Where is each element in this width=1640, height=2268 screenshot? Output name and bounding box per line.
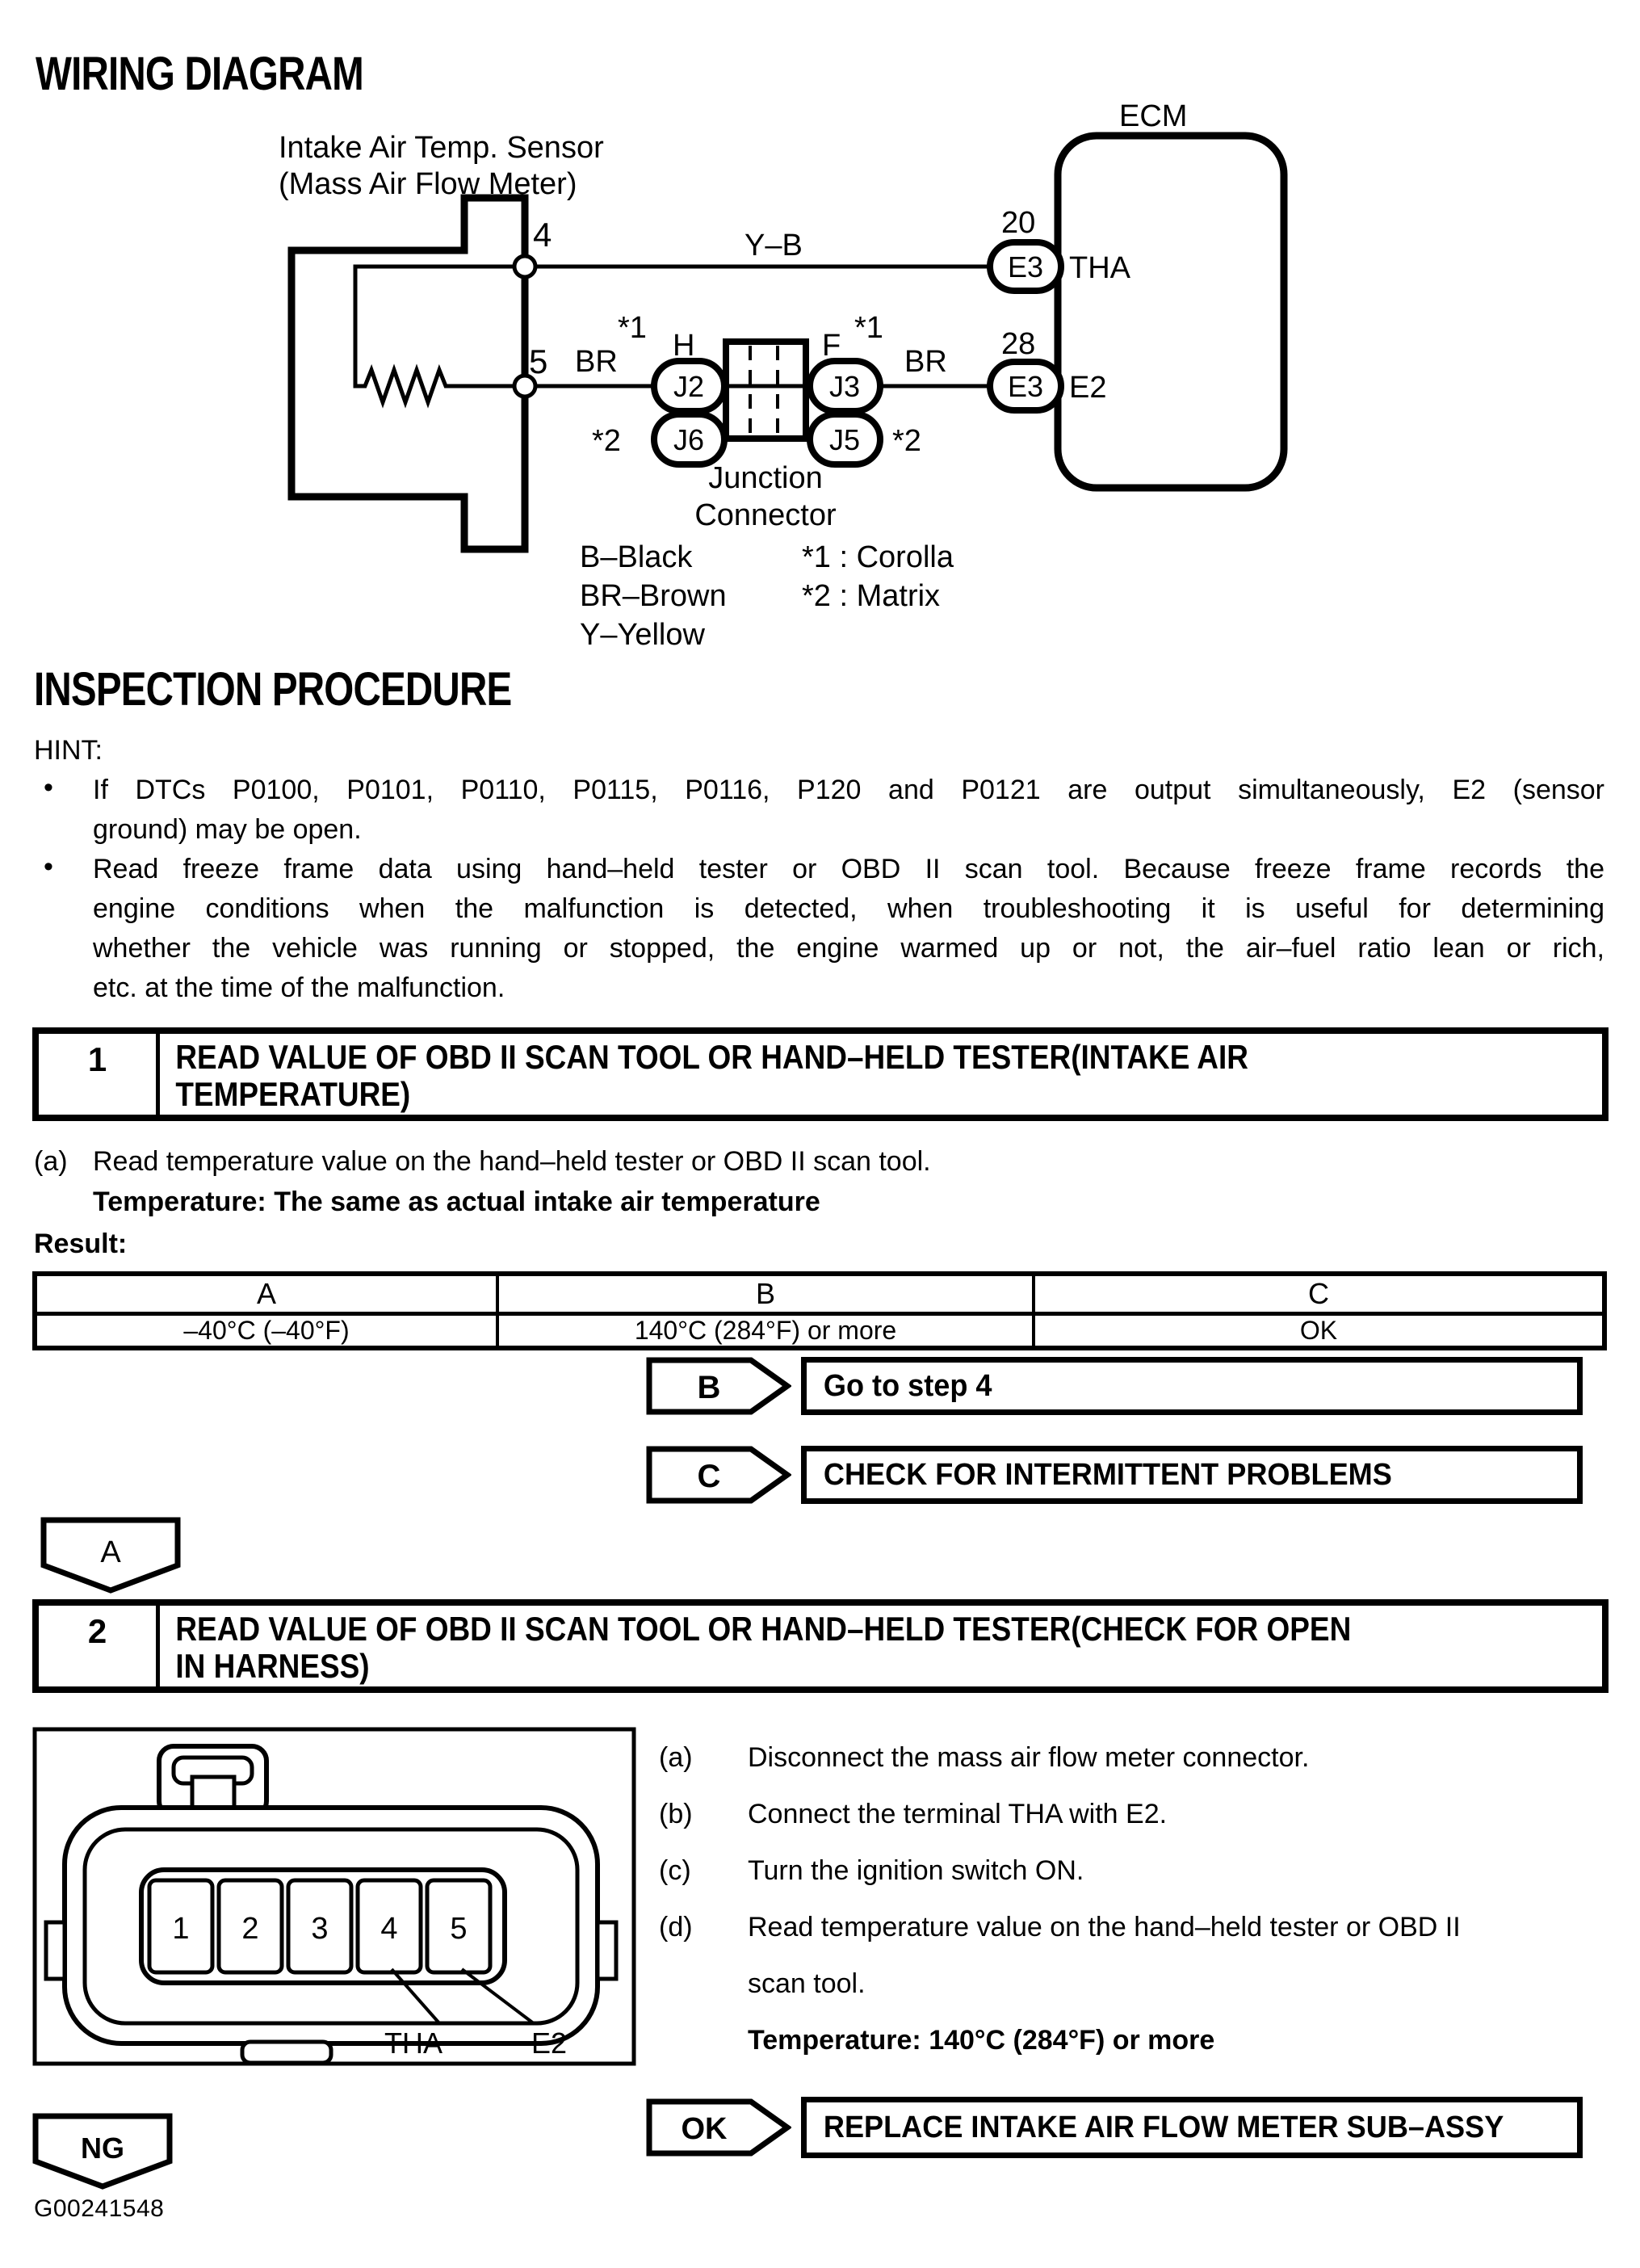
branch-b-tag: B [697,1370,721,1405]
h-mark: H [673,329,695,363]
sensor-label-line1: Intake Air Temp. Sensor [279,131,604,165]
result-table [32,1271,1607,1350]
branch-c-arrow [646,1446,791,1504]
wire-yb-label: Y–B [745,229,803,262]
step1-item-a-text: Read temperature value on the hand–held tester or OBD II scan tool. [93,1146,931,1177]
pin4-label: 4 [533,216,552,254]
branch-b-action: Go to step 4 [823,1368,992,1403]
connector-a-arrow [40,1517,181,1594]
result-label: Result: [34,1228,128,1259]
legend-black: B–Black [580,540,693,574]
junction-word1: Junction [708,461,823,495]
pin-number-5: 5 [450,1912,468,1946]
step2-item-d-cont: scan tool. [748,1968,866,1999]
branch-b-box [801,1357,1583,1415]
wiring-diagram [0,0,1640,662]
sensor-label-line2: (Mass Air Flow Meter) [279,167,577,201]
step2-item-d-label: (d) [659,1912,693,1942]
branch-ok-box [801,2097,1583,2158]
step2-item-d-text: Read temperature value on the hand–held tester or OBD II [748,1912,1461,1942]
step2-item-b-label: (b) [659,1799,693,1829]
figure-code: G00241548 [34,2195,165,2222]
pin-number-1: 1 [172,1912,190,1946]
sensor-outline [292,198,525,549]
star1-left: *1 [618,311,647,345]
sensor-resistor [355,267,525,402]
step2-item-b-text: Connect the terminal THA with E2. [748,1799,1168,1829]
f-mark: F [822,329,841,363]
j2-label: J2 [673,370,705,403]
legend-brown: BR–Brown [580,579,727,613]
terminal-4-node [514,256,535,277]
result-header-a: A [37,1276,499,1312]
e3-bottom-label: E3 [1007,370,1044,403]
hint1-line2: ground) may be open. [93,814,362,845]
step2-title [160,1606,1351,1686]
tha-label: THA [1069,251,1130,285]
junction-word2: Connector [694,498,837,532]
step2-item-c-text: Turn the ignition switch ON. [748,1855,1084,1886]
result-value-a: –40°C (–40°F) [37,1312,499,1346]
wire-br-left-label: BR [575,345,618,379]
step1-box [32,1027,1609,1121]
connector-ng-tag: NG [81,2132,124,2165]
j5-label: J5 [828,423,861,456]
legend-star2: *2 : Matrix [802,579,941,613]
hint-label: HINT: [34,735,103,766]
star2-left: *2 [592,424,621,458]
star1-right: *1 [854,311,883,345]
step2-box [32,1599,1609,1693]
step2-title-line2: IN HARNESS) [175,1647,370,1685]
hint1-line1: If DTCs P0100, P0101, P0110, P0115, P0116, P120 and P0121 are output simultaneously, E2 (sensor [93,775,1604,805]
step2-temperature-note: Temperature: 140°C (284°F) or more [748,2025,1215,2056]
step1-item-a-label: (a) [34,1146,68,1177]
figure-e2-label: E2 [531,2026,568,2060]
step1-number: 1 [39,1034,160,1115]
connector-ng-arrow [32,2113,173,2190]
e2-label: E2 [1069,371,1107,405]
star2-right: *2 [892,424,921,458]
branch-c-tag: C [697,1459,721,1494]
branch-ok-arrow [646,2098,791,2157]
figure-tha-label: THA [384,2026,443,2060]
junction-connector-box [726,342,806,439]
step2-item-c-label: (c) [659,1855,691,1886]
step1-title-line1: READ VALUE OF OBD II SCAN TOOL OR HAND–HELD TESTER(INTAKE AIR [175,1038,1248,1076]
result-value-c: OK [1035,1312,1602,1346]
pin-number-4: 4 [380,1912,398,1946]
maf-connector-figure [32,1727,636,2066]
pin20-label: 20 [1001,206,1036,240]
pin-number-2: 2 [241,1912,259,1946]
ecm-box [1058,136,1284,488]
branch-ok-tag: OK [681,2112,728,2146]
j6-label: J6 [673,423,705,456]
legend-yellow: Y–Yellow [580,618,705,652]
j3-label: J3 [828,370,861,403]
bullet-icon: • [44,851,53,882]
result-table-header-row [37,1276,1602,1312]
hint2-line1: Read freeze frame data using hand–held tester or OBD II scan tool. Because freeze frame records the [93,854,1604,884]
connector-ear-left [46,1922,65,1979]
result-value-b: 140°C (284°F) or more [499,1312,1035,1346]
connector-bottom-tab [242,2042,331,2063]
wire-br-right-label: BR [904,345,947,379]
connector-a-tag: A [100,1535,121,1569]
result-header-b: B [499,1276,1035,1312]
ecm-label: ECM [1119,99,1188,133]
hint2-line3: whether the vehicle was running or stopped, the engine warmed up or not, the air–fuel ratio lean or rich, [93,933,1604,964]
pin5-label: 5 [529,342,548,380]
bullet-icon: • [44,772,53,803]
step2-item-a-label: (a) [659,1742,693,1773]
branch-b-arrow [646,1357,791,1415]
inspection-heading: INSPECTION PROCEDURE [34,663,512,716]
step2-number: 2 [39,1606,160,1686]
page-title: WIRING DIAGRAM [36,48,363,100]
pin28-label: 28 [1001,327,1036,361]
result-table-value-row [37,1312,1602,1346]
e3-top-label: E3 [1007,250,1044,284]
branch-ok-action: REPLACE INTAKE AIR FLOW METER SUB–ASSY [823,2110,1504,2144]
hint2-line4: etc. at the time of the malfunction. [93,972,505,1003]
branch-c-box [801,1446,1583,1504]
step2-title-line1: READ VALUE OF OBD II SCAN TOOL OR HAND–HELD TESTER(CHECK FOR OPEN [175,1610,1352,1648]
legend-star1: *1 : Corolla [802,540,954,574]
hint2-line2: engine conditions when the malfunction is detected, when troubleshooting it is useful for determining [93,893,1604,924]
step2-item-a-text: Disconnect the mass air flow meter connector. [748,1742,1310,1773]
result-header-c: C [1308,1277,1329,1310]
pin-number-3: 3 [311,1912,329,1946]
connector-ear-right [598,1922,616,1979]
step1-title [160,1034,1248,1115]
step1-title-line2: TEMPERATURE) [175,1075,411,1113]
step1-temperature-note: Temperature: The same as actual intake air temperature [93,1186,820,1217]
branch-c-action: CHECK FOR INTERMITTENT PROBLEMS [823,1457,1392,1492]
